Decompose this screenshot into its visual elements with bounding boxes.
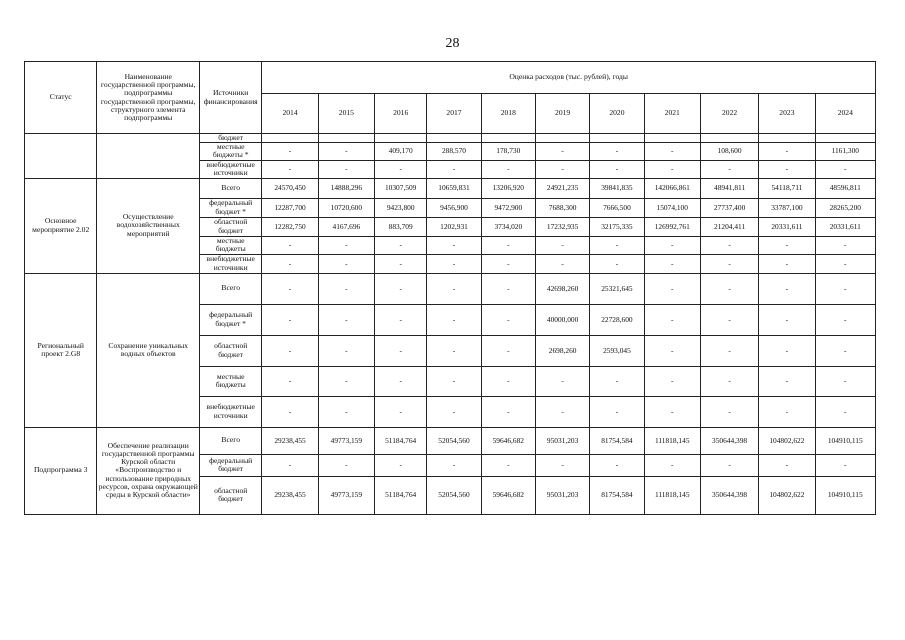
value-cell: - [815,454,875,476]
value-cell: - [759,236,815,254]
value-cell: 104910,115 [815,476,875,514]
row-source: внебюджетные источники [200,396,262,427]
value-cell: 95031,203 [535,427,589,454]
value-cell: - [375,304,427,335]
value-cell: 21204,411 [700,217,758,236]
value-cell: - [262,236,318,254]
value-cell: - [644,254,700,273]
header-year: 2016 [375,94,427,134]
value-cell [590,134,644,143]
value-cell: - [318,236,374,254]
header-year: 2023 [759,94,815,134]
value-cell: - [644,304,700,335]
value-cell: 104802,622 [759,427,815,454]
value-cell: - [318,454,374,476]
value-cell: 48596,811 [815,178,875,198]
value-cell: - [375,366,427,396]
value-cell: 13206,920 [481,178,535,198]
value-cell: - [759,143,815,160]
value-cell: - [759,273,815,304]
value-cell: 40000,000 [535,304,589,335]
row-source: местные бюджеты [200,236,262,254]
value-cell: 12287,700 [262,198,318,217]
header-name: Наименование государственной программы, подпрограммы государственной программы, структурного элемента подпрограммы [97,62,200,134]
value-cell: 54118,711 [759,178,815,198]
row-name: Обеспечение реализации государственной программы Курской области «Воспроизводство и использование природных ресурсов, охрана окружающей среды в Курской области» [97,427,200,514]
value-cell: 28265,200 [815,198,875,217]
value-cell: - [427,396,481,427]
value-cell: - [262,454,318,476]
value-cell: - [590,143,644,160]
value-cell: - [481,366,535,396]
value-cell: 10720,600 [318,198,374,217]
header-year: 2015 [318,94,374,134]
value-cell: - [590,236,644,254]
value-cell: 33787,100 [759,198,815,217]
value-cell: 2593,045 [590,335,644,366]
value-cell: 20331,611 [815,217,875,236]
value-cell: - [535,236,589,254]
row-source: Всего [200,273,262,304]
value-cell: - [815,304,875,335]
value-cell: - [815,160,875,178]
header-status: Статус [25,62,97,134]
value-cell: - [427,335,481,366]
value-cell: 48941,811 [700,178,758,198]
header-year: 2019 [535,94,589,134]
value-cell: - [262,160,318,178]
value-cell: 59646,682 [481,476,535,514]
row-source: областной бюджет [200,335,262,366]
row-source: местные бюджеты [200,366,262,396]
value-cell: 126992,761 [644,217,700,236]
value-cell: 12282,750 [262,217,318,236]
value-cell [318,134,374,143]
value-cell: 39841,835 [590,178,644,198]
value-cell: - [815,366,875,396]
value-cell: - [262,254,318,273]
value-cell: - [759,304,815,335]
row-source: местные бюджеты * [200,143,262,160]
row-source: внебюджетные источники [200,254,262,273]
value-cell: - [262,335,318,366]
value-cell: - [375,273,427,304]
table-header [25,62,876,134]
row-name: Осуществление водохозяйственных мероприятий [97,178,200,273]
value-cell [535,134,589,143]
value-cell: - [759,366,815,396]
value-cell: - [700,454,758,476]
value-cell [759,134,815,143]
value-cell: 95031,203 [535,476,589,514]
value-cell: - [481,304,535,335]
value-cell: 17232,935 [535,217,589,236]
value-cell: 1161,300 [815,143,875,160]
value-cell: 350644,398 [700,427,758,454]
value-cell: 24921,235 [535,178,589,198]
value-cell: 27737,400 [700,198,758,217]
value-cell: - [318,254,374,273]
value-cell: - [375,454,427,476]
value-cell: - [700,396,758,427]
value-cell: - [427,273,481,304]
value-cell: 350644,398 [700,476,758,514]
value-cell: - [318,304,374,335]
value-cell: 52054,560 [427,476,481,514]
value-cell: - [262,366,318,396]
value-cell: - [375,254,427,273]
value-cell: 7688,300 [535,198,589,217]
value-cell: - [644,273,700,304]
value-cell [427,134,481,143]
value-cell: 3734,020 [481,217,535,236]
value-cell: - [427,254,481,273]
value-cell: - [644,396,700,427]
value-cell: - [590,254,644,273]
value-cell: 111818,145 [644,476,700,514]
row-source: федеральный бюджет * [200,198,262,217]
value-cell: - [644,335,700,366]
value-cell: - [759,454,815,476]
value-cell: - [481,396,535,427]
value-cell: 59646,682 [481,427,535,454]
value-cell: 104910,115 [815,427,875,454]
value-cell: - [590,160,644,178]
row-source: Всего [200,427,262,454]
value-cell: 104802,622 [759,476,815,514]
value-cell: 883,709 [375,217,427,236]
header-year: 2024 [815,94,875,134]
value-cell: - [535,366,589,396]
value-cell: - [481,254,535,273]
value-cell: - [481,236,535,254]
value-cell: - [318,366,374,396]
row-source: внебюджетные источники [200,160,262,178]
value-cell: 22728,600 [590,304,644,335]
value-cell: - [535,254,589,273]
value-cell: - [700,273,758,304]
value-cell: - [644,454,700,476]
value-cell: 7666,500 [590,198,644,217]
value-cell: 24570,450 [262,178,318,198]
value-cell: 20331,611 [759,217,815,236]
value-cell [644,134,700,143]
value-cell: - [815,254,875,273]
value-cell: - [759,396,815,427]
value-cell: - [427,454,481,476]
value-cell: - [375,236,427,254]
value-cell: - [427,366,481,396]
value-cell: - [375,396,427,427]
value-cell: - [700,254,758,273]
value-cell: - [375,335,427,366]
value-cell: - [644,366,700,396]
value-cell: 29238,455 [262,427,318,454]
row-source: областной бюджет [200,476,262,514]
value-cell: - [590,366,644,396]
value-cell: 178,730 [481,143,535,160]
value-cell: 81754,584 [590,476,644,514]
header-year: 2021 [644,94,700,134]
value-cell: 2698,260 [535,335,589,366]
value-cell: 51184,764 [375,427,427,454]
value-cell: - [700,160,758,178]
value-cell: 49773,159 [318,476,374,514]
value-cell: 51184,764 [375,476,427,514]
value-cell: - [815,335,875,366]
value-cell [481,134,535,143]
value-cell: 10659,831 [427,178,481,198]
value-cell: - [318,143,374,160]
value-cell: 9472,900 [481,198,535,217]
value-cell: - [590,454,644,476]
value-cell: 25321,645 [590,273,644,304]
table-row [25,427,876,454]
row-source: федеральный бюджет [200,454,262,476]
value-cell: 9456,900 [427,198,481,217]
value-cell: 288,570 [427,143,481,160]
header-estimate: Оценка расходов (тыс. рублей), годы [262,62,876,94]
value-cell: - [262,304,318,335]
value-cell: - [262,143,318,160]
row-status: Основное мероприятие 2.02 [25,178,97,273]
header-year: 2018 [481,94,535,134]
table-row [25,273,876,304]
value-cell: 15074,100 [644,198,700,217]
budget-table [24,61,876,515]
value-cell: - [700,236,758,254]
value-cell: 14888,296 [318,178,374,198]
value-cell: - [375,160,427,178]
value-cell: - [481,273,535,304]
page-number: 28 [445,36,460,51]
value-cell [700,134,758,143]
value-cell: - [481,335,535,366]
value-cell: 29238,455 [262,476,318,514]
value-cell: - [700,335,758,366]
row-source: Всего [200,178,262,198]
value-cell: - [700,304,758,335]
row-source: федеральный бюджет * [200,304,262,335]
row-name [97,134,200,179]
row-source: областной бюджет [200,217,262,236]
value-cell: - [759,335,815,366]
table-row [25,178,876,198]
value-cell [815,134,875,143]
value-cell: 10307,509 [375,178,427,198]
table-row [25,134,876,143]
header-year: 2017 [427,94,481,134]
header-year: 2020 [590,94,644,134]
row-status: Подпрограмма 3 [25,427,97,514]
value-cell: - [759,254,815,273]
value-cell: - [262,396,318,427]
row-source: бюджет [200,134,262,143]
value-cell: - [759,160,815,178]
value-cell: - [644,160,700,178]
value-cell: - [590,396,644,427]
value-cell: 142066,861 [644,178,700,198]
value-cell: - [318,335,374,366]
value-cell: - [535,143,589,160]
value-cell: - [535,396,589,427]
value-cell: - [318,396,374,427]
value-cell: - [427,160,481,178]
value-cell: 4167,696 [318,217,374,236]
value-cell [375,134,427,143]
header-year: 2022 [700,94,758,134]
value-cell: - [427,236,481,254]
value-cell: - [318,273,374,304]
value-cell: - [262,273,318,304]
header-year: 2014 [262,94,318,134]
value-cell: - [427,304,481,335]
value-cell: 1202,931 [427,217,481,236]
value-cell: 111818,145 [644,427,700,454]
row-name: Сохранение уникальных водных объектов [97,273,200,427]
header-sources: Источники финансирования [200,62,262,134]
row-status [25,134,97,179]
value-cell: 81754,584 [590,427,644,454]
value-cell: - [481,160,535,178]
value-cell: - [700,366,758,396]
value-cell: 409,170 [375,143,427,160]
value-cell: - [644,236,700,254]
value-cell: 9423,800 [375,198,427,217]
value-cell: - [644,143,700,160]
value-cell: - [815,273,875,304]
value-cell: 42698,260 [535,273,589,304]
value-cell: 49773,159 [318,427,374,454]
value-cell: 52054,560 [427,427,481,454]
value-cell: - [535,160,589,178]
value-cell: - [535,454,589,476]
value-cell: - [815,236,875,254]
value-cell: - [815,396,875,427]
value-cell: 108,600 [700,143,758,160]
row-status: Региональный проект 2.G8 [25,273,97,427]
value-cell: - [481,454,535,476]
value-cell: 32175,335 [590,217,644,236]
value-cell: - [318,160,374,178]
value-cell [262,134,318,143]
